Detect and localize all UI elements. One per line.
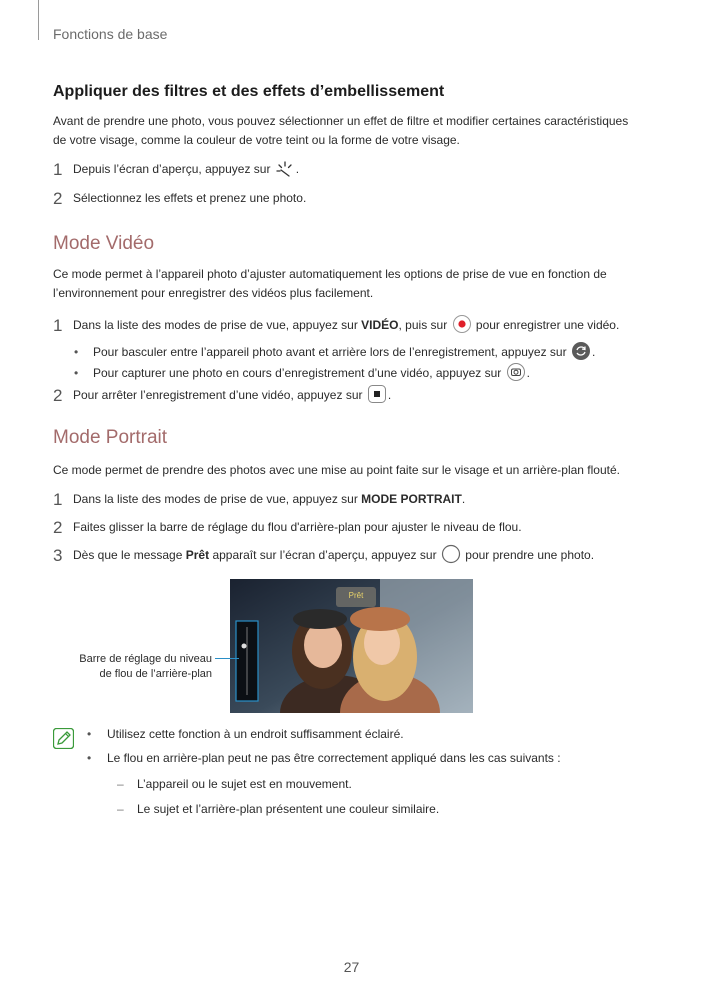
video-bullet-2: • Pour capturer une photo en cours d’enregistrement d’une vidéo, appuyez sur . <box>74 362 530 385</box>
video-step-1: 1 Dans la liste des modes de prise de vue, appuyez sur VIDÉO, puis sur pour enregistrer une vidéo. <box>53 316 620 335</box>
note-bullet-2: • Le flou en arrière-plan peut ne pas être correctement appliqué dans les cas suivants : <box>87 751 561 765</box>
video-mode-label: VIDÉO <box>361 318 399 332</box>
note-bullet-1: • Utilisez cette fonction à un endroit suffisamment éclairé. <box>87 727 404 741</box>
page-number: 27 <box>343 959 360 975</box>
filters-step-2 <box>53 189 306 209</box>
portrait-heading: Mode Portrait <box>53 427 168 448</box>
note-pencil-icon <box>53 728 74 754</box>
filters-intro <box>53 112 663 150</box>
step-number: 1 <box>53 160 63 179</box>
video-step-2: 2 Pour arrêter l’enregistrement d’une vidéo, appuyez sur . <box>53 386 392 405</box>
blur-bar-caption: Barre de réglage du niveau de flou de l’arrière-plan <box>79 653 212 680</box>
record-icon <box>452 314 472 337</box>
caption-leader-line <box>215 658 239 659</box>
portrait-step-2: 2 Faites glisser la barre de réglage du flou d'arrière-plan pour ajuster le niveau de flou. <box>53 518 522 537</box>
filters-heading: Appliquer des filtres et des effets d’embellissement <box>53 83 445 100</box>
portrait-step-3: 3 Dès que le message Prêt apparaît sur l’écran d’aperçu, appuyez sur pour prendre une photo. <box>53 546 595 565</box>
margin-rule <box>38 0 39 40</box>
running-title: Fonctions de base <box>53 26 168 42</box>
step-number: 2 <box>53 189 63 208</box>
portrait-mode-label: MODE PORTRAIT <box>361 492 462 506</box>
video-heading: Mode Vidéo <box>53 233 155 254</box>
capture-icon <box>506 362 526 385</box>
ready-label: Prêt <box>185 548 210 562</box>
sparkle-filter-icon <box>275 160 295 181</box>
stop-icon <box>367 384 387 407</box>
video-intro: Ce mode permet à l’appareil photo d’ajuster automatiquement les options de prise de vue en fonction de l’environnement pour enregistrer des vidéos plus facilement. <box>53 267 607 300</box>
filters-intro-line2: de votre visage, comme la couleur de votre teint ou la forme de votre visage. <box>53 133 460 147</box>
step-text: Depuis l’écran d’aperçu, appuyez sur <box>73 162 271 176</box>
filters-intro-line1: Avant de prendre une photo, vous pouvez sélectionner un effet de filtre et modifier certaines caractéristiques <box>53 114 629 128</box>
note-dash-1: – L’appareil ou le sujet est en mouvement. <box>117 777 352 791</box>
note-dash-2: – Le sujet et l’arrière-plan présentent une couleur similaire. <box>117 802 440 816</box>
portrait-preview-image <box>230 579 473 713</box>
filters-step-1: 1 Depuis l’écran d’aperçu, appuyez sur . <box>53 160 300 179</box>
portrait-intro: Ce mode permet de prendre des photos avec une mise au point faite sur le visage et un arrière-plan flouté. <box>53 463 620 477</box>
portrait-step-1: 1 Dans la liste des modes de prise de vue, appuyez sur MODE PORTRAIT. <box>53 490 466 509</box>
video-bullet-1: • Pour basculer entre l’appareil photo avant et arrière lors de l’enregistrement, appuyez sur . <box>74 341 595 364</box>
shutter-icon <box>441 544 461 567</box>
switch-camera-icon <box>571 341 591 364</box>
step-text: Sélectionnez les effets et prenez une photo. <box>73 191 307 205</box>
ready-badge: Prêt <box>348 591 364 600</box>
